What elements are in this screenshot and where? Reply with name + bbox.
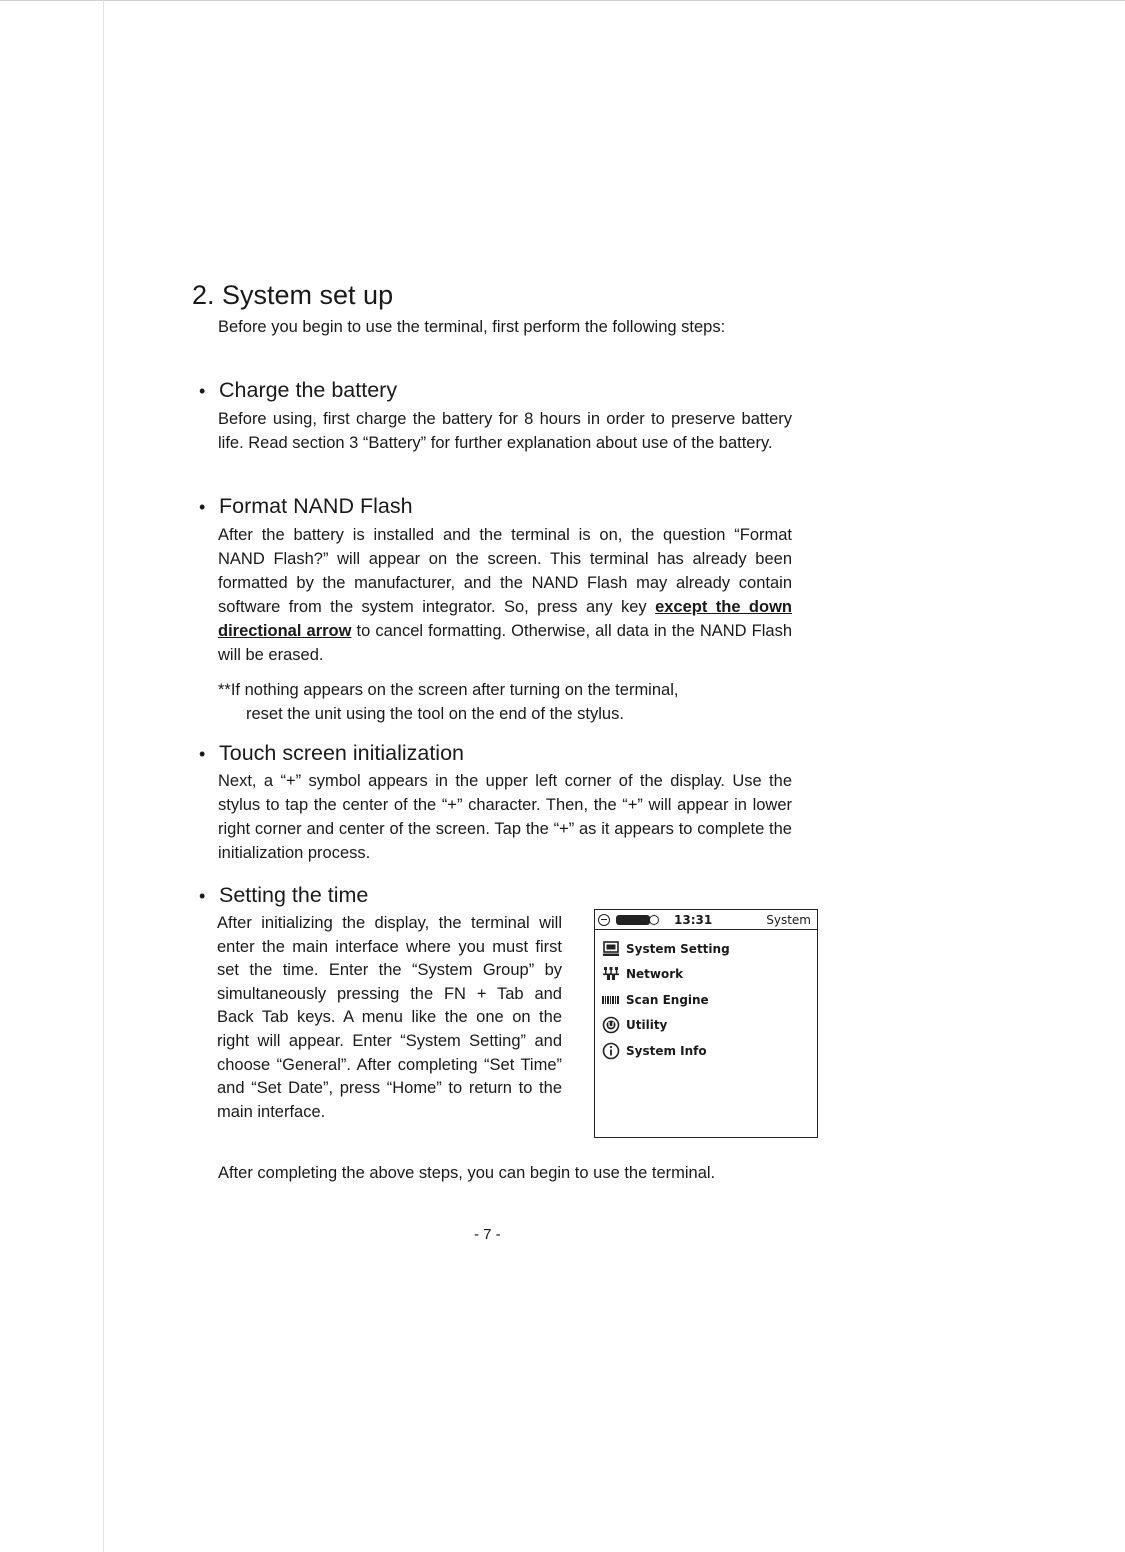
bullet-icon: • bbox=[199, 886, 206, 906]
battery-icon bbox=[616, 915, 650, 925]
menu-item-system-info bbox=[601, 1038, 817, 1064]
menu-item-label: System Setting bbox=[626, 941, 730, 956]
device-clock: 13:31 bbox=[674, 912, 713, 927]
format-text-underlined: except the down directional arrow bbox=[218, 598, 792, 640]
utility-icon bbox=[601, 1016, 621, 1034]
step-heading-text: Charge the battery bbox=[219, 378, 398, 402]
bullet-icon: • bbox=[199, 744, 206, 764]
device-menu bbox=[595, 930, 817, 1064]
device-screen-illustration bbox=[594, 909, 818, 1138]
menu-item-utility bbox=[601, 1013, 817, 1039]
menu-item-label: Scan Engine bbox=[626, 992, 709, 1007]
step-text-format bbox=[218, 523, 792, 667]
device-status-bar bbox=[595, 910, 817, 930]
step-heading-touch bbox=[199, 741, 464, 766]
step-heading-text: Format NAND Flash bbox=[219, 494, 413, 518]
note-line-2: reset the unit using the tool on the end of the stylus. bbox=[246, 705, 624, 723]
network-icon bbox=[601, 965, 621, 983]
menu-item-system-setting bbox=[601, 936, 817, 962]
format-text-before: After the battery is installed and the terminal is on, the question “Format NAND Flash?” will appear on the screen. This terminal has already been formatted by the manufacturer, and the NAND Flash may already contain software from the system integrator. So, press any key bbox=[218, 526, 792, 616]
step-heading-time bbox=[199, 883, 368, 908]
format-note bbox=[218, 678, 792, 726]
step-text-touch: Next, a “+” symbol appears in the upper left corner of the display. Use the stylus to tap the center of the “+” character. Then, the “+” will appear in lower right corner and center of the screen. Tap the “+” as it appears to complete the initialization process. bbox=[218, 772, 792, 862]
format-text-after: to cancel formatting. Otherwise, all data in the NAND Flash will be erased. bbox=[218, 622, 793, 664]
closing-text: After completing the above steps, you can begin to use the terminal. bbox=[218, 1164, 716, 1182]
menu-item-label: Utility bbox=[626, 1018, 668, 1033]
minus-circle-icon bbox=[598, 914, 610, 926]
step-heading-text: Touch screen initialization bbox=[219, 741, 464, 765]
bullet-icon: • bbox=[199, 497, 206, 517]
step-heading-text: Setting the time bbox=[219, 883, 369, 907]
step-text-charge: Before using, first charge the battery for 8 hours in order to preserve battery life. Read section 3 “Battery” for further explanation about use of the battery. bbox=[218, 410, 792, 452]
step-heading-charge bbox=[199, 378, 397, 403]
monitor-icon bbox=[601, 940, 621, 958]
bullet-icon: • bbox=[199, 381, 206, 401]
menu-item-label: Network bbox=[626, 967, 684, 982]
barcode-icon bbox=[601, 991, 621, 1009]
left-margin-line bbox=[103, 0, 104, 1552]
device-screen-title: System bbox=[766, 912, 811, 927]
info-icon bbox=[601, 1042, 621, 1060]
page-number: - 7 - bbox=[474, 1226, 501, 1243]
note-line-1: **If nothing appears on the screen after turning on the terminal, bbox=[218, 681, 679, 699]
menu-item-network bbox=[601, 962, 817, 988]
step-text-time: After initializing the display, the terminal will enter the main interface where you must first set the time. Enter the “System Group” by simultaneously pressing the FN + Tab and Back Tab keys. A menu like the one on the right will appear. Enter “System Setting” and choose “General”. After completing “Set Time” and “Set Date”, press “Home” to return to the main interface. bbox=[217, 914, 562, 1121]
menu-item-scan-engine bbox=[601, 987, 817, 1013]
step-heading-format bbox=[199, 494, 413, 519]
section-intro: Before you begin to use the terminal, first perform the following steps: bbox=[218, 318, 726, 336]
top-border-line bbox=[0, 0, 1125, 1]
menu-item-label: System Info bbox=[626, 1043, 707, 1058]
section-title: 2. System set up bbox=[192, 280, 394, 310]
